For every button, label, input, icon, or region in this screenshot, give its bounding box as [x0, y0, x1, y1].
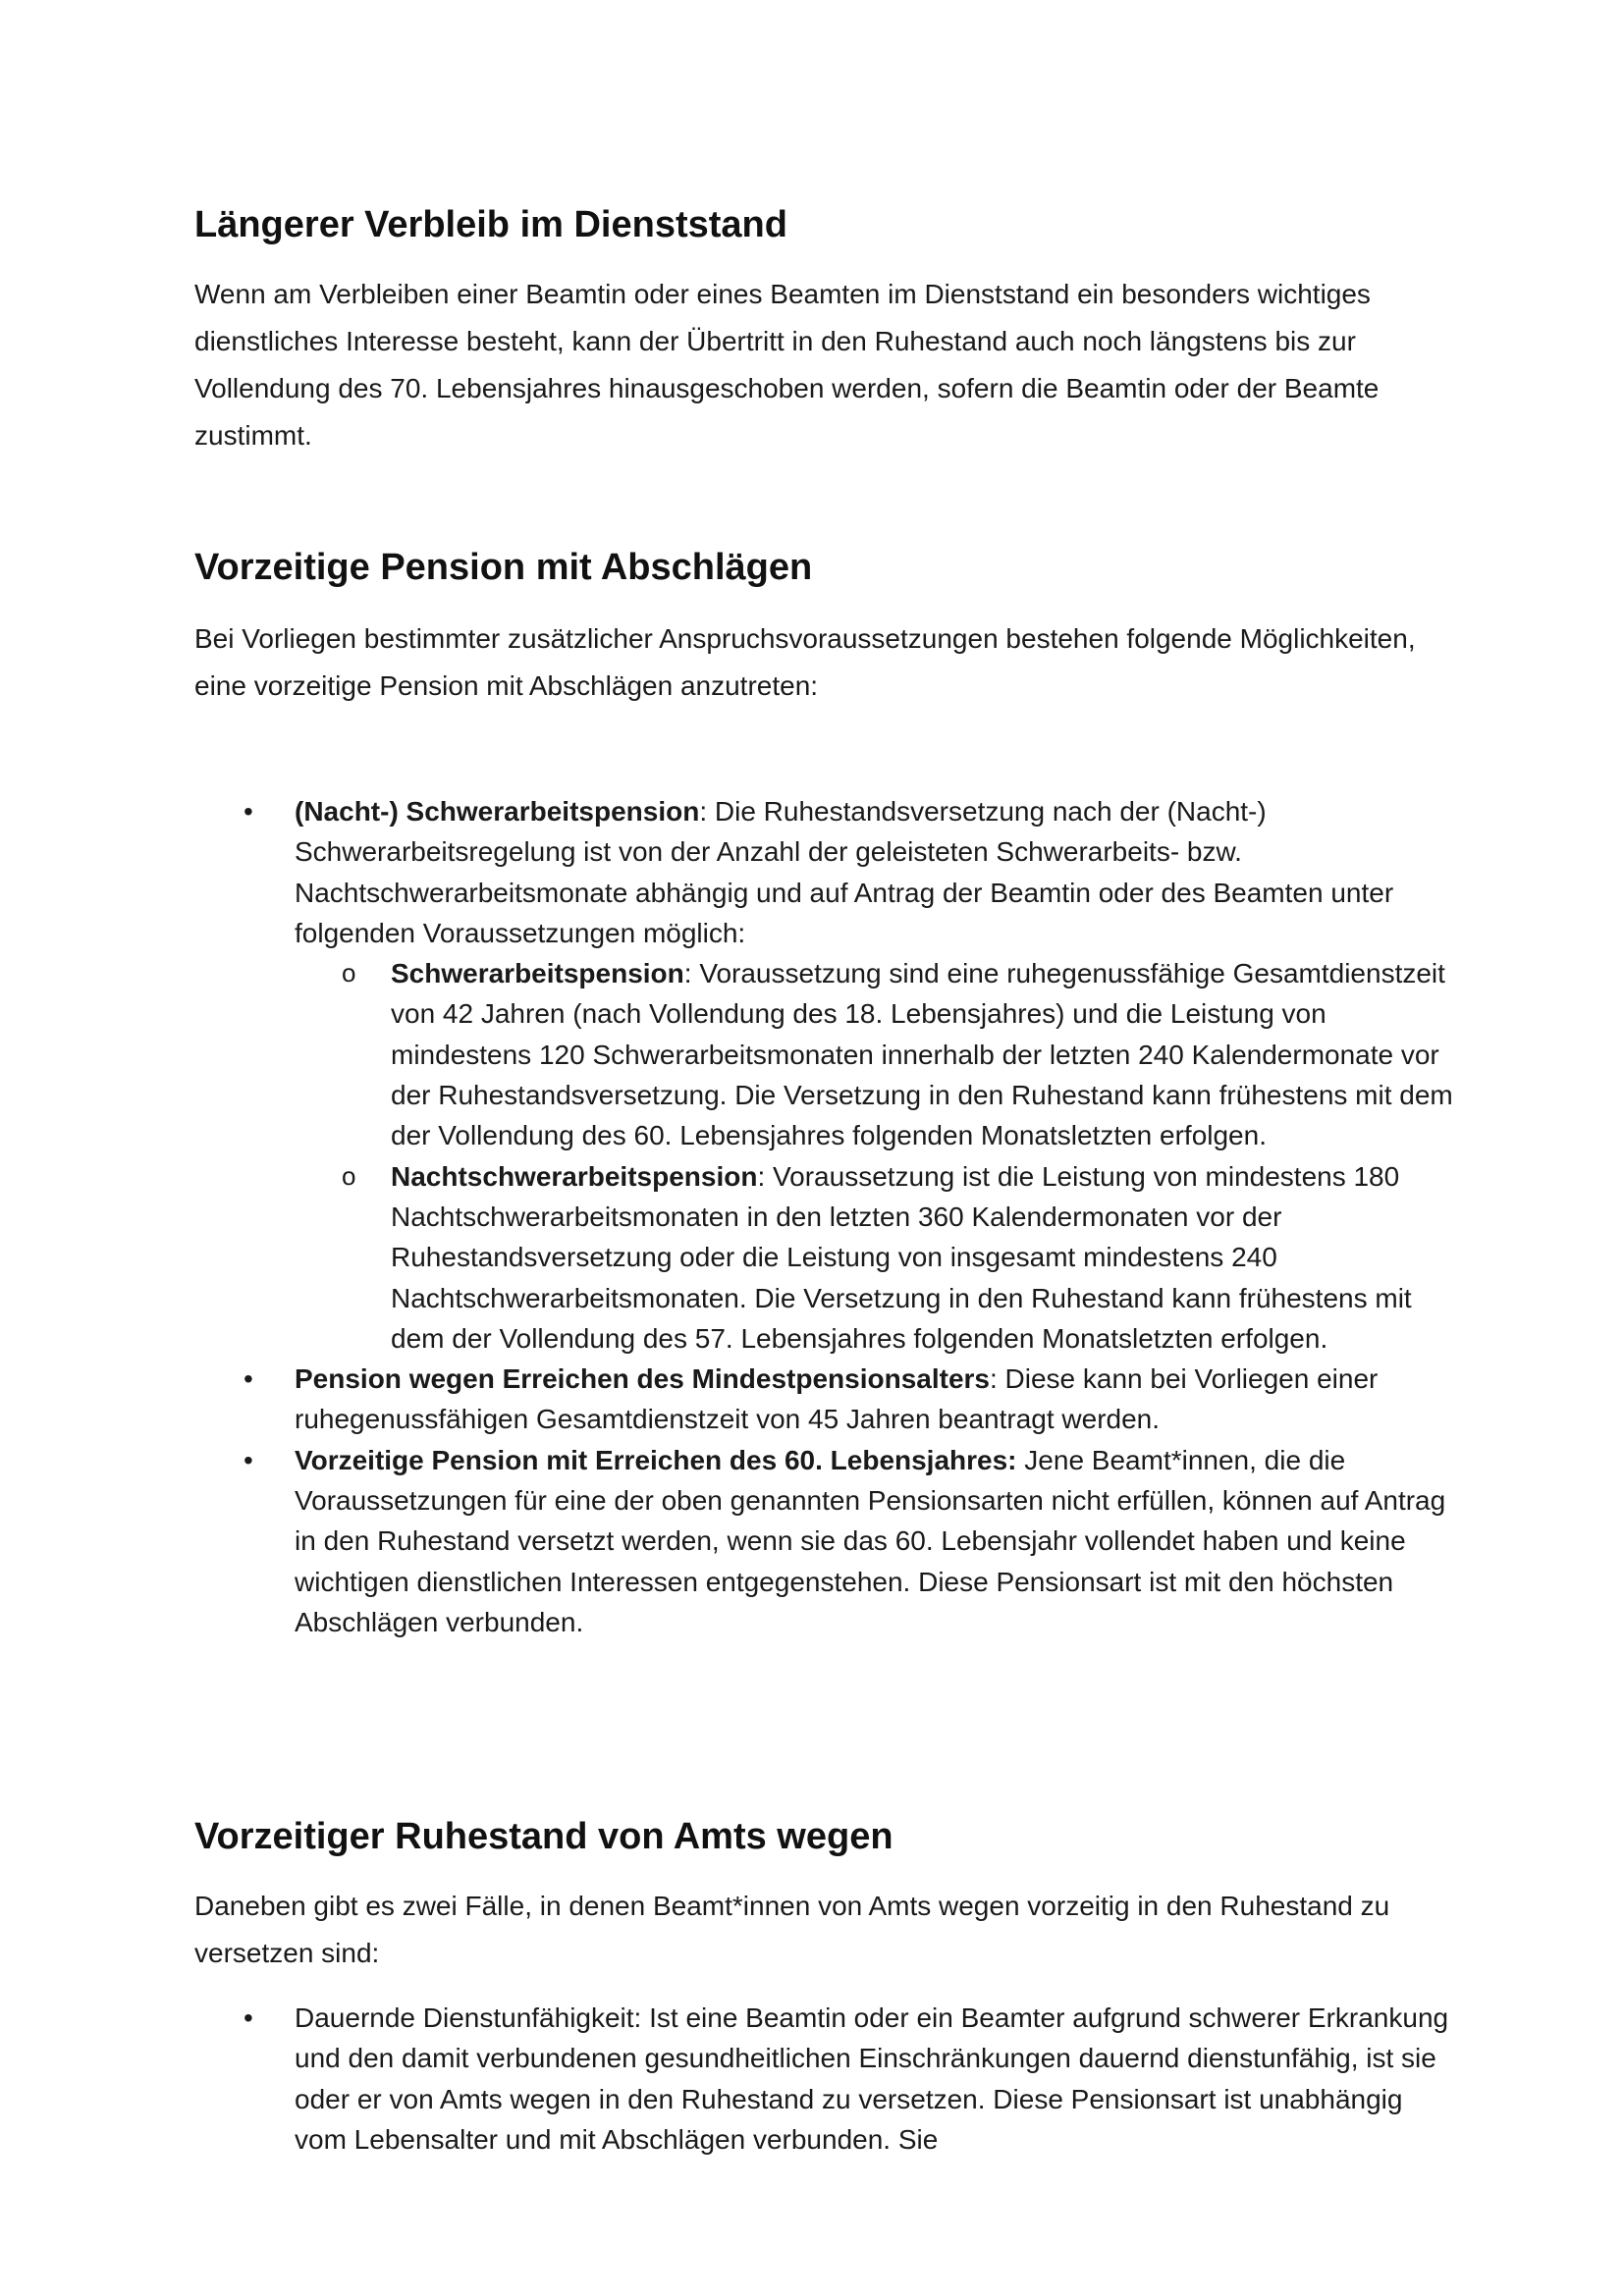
sub-item-title: Nachtschwerarbeitspension: [391, 1160, 758, 1192]
item-text: Dauernde Dienstunfähigkeit: Ist eine Beamtin oder ein Beamter aufgrund schwerer Erkrankung und den damit verbundenen gesundheitlichen Einschränkungen dauernd dienstunfähig, ist sie oder er von Amts wegen in den Ruhestand zu versetzen. Diese Pensionsart ist unabhängig vom Lebensalter und mit Abschlägen verbunden. Sie: [295, 2002, 1449, 2155]
sub-bullet-icon: o: [342, 958, 356, 988]
list-item-60-lebensjahr: [194, 1440, 1461, 1642]
heading-vorzeitige-pension: Vorzeitige Pension mit Abschlägen: [194, 547, 813, 588]
bullet-icon: •: [244, 796, 253, 827]
heading-laengerer-verbleib: Längerer Verbleib im Dienststand: [194, 204, 787, 245]
sub-item-title: Schwerarbeitspension: [391, 958, 684, 989]
sub-item-separator: :: [683, 958, 700, 989]
item-title: (Nacht-) Schwerarbeitspension: [295, 796, 700, 827]
bullet-icon: •: [244, 2002, 253, 2033]
item-text: Diese kann bei Vorliegen einer ruhegenussfähigen Gesamtdienstzeit von 45 Jahren beantragt werden.: [295, 1363, 1379, 1435]
sub-item-separator: :: [757, 1160, 774, 1192]
sub-item-schwerarbeitspension: [293, 953, 1461, 1155]
sub-item-text: Voraussetzung ist die Leistung von mindestens 180 Nachtschwerarbeitsmonaten in den letzten 360 Kalendermonaten vor der Ruhestandsversetzung oder die Leistung von insgesamt mindestens 240 Nachtschwerarbeitsmonaten. Die Versetzung in den Ruhestand kann frühestens mit dem der Vollendung des 57. Lebensjahres folgenden Monatsletzten erfolgen.: [391, 1160, 1412, 1354]
ruhestand-cases-list: [194, 1998, 1461, 2160]
pension-options-list: [194, 791, 1461, 1642]
paragraph-ruhestand-amts-wegen: Daneben gibt es zwei Fälle, in denen Beamt*innen von Amts wegen vorzeitig in den Ruhestand zu versetzen sind:: [194, 1891, 1390, 1968]
heading-ruhestand-amts-wegen: Vorzeitiger Ruhestand von Amts wegen: [194, 1816, 893, 1857]
item-text: Jene Beamt*innen, die die Voraussetzungen für eine der oben genannten Pensionsarten nicht erfüllen, können auf Antrag in den Ruhestand versetzt werden, wenn sie das 60. Lebensjahr vollendet haben und keine wichtigen dienstlichen Interessen entgegenstehen. Diese Pensionsart ist mit den höchsten Abschlägen verbunden.: [295, 1444, 1446, 1637]
paragraph-laengerer-verbleib: Wenn am Verbleiben einer Beamtin oder eines Beamten im Dienststand ein besonders wichtiges dienstliches Interesse besteht, kann der Übertritt in den Ruhestand auch noch längstens bis zur Vollendung des 70. Lebensjahres hinausgeschoben werden, sofern die Beamtin oder der Beamte zustimmt.: [194, 279, 1380, 451]
item-title: Vorzeitige Pension mit Erreichen des 60. Lebensjahres:: [295, 1444, 1017, 1475]
sub-item-nachtschwerarbeitspension: [293, 1156, 1461, 1359]
item-title: Pension wegen Erreichen des Mindestpensionsalters: [295, 1363, 990, 1395]
list-item-dienstunfaehigkeit: [194, 1998, 1461, 2160]
sub-bullet-icon: o: [342, 1160, 356, 1191]
item-separator: :: [699, 796, 715, 827]
item-separator: :: [989, 1363, 1005, 1395]
list-item-mindestpensionsalter: [194, 1359, 1461, 1440]
bullet-icon: •: [244, 1363, 253, 1395]
bullet-icon: •: [244, 1444, 253, 1475]
sub-item-text: Voraussetzung sind eine ruhegenussfähige Gesamtdienstzeit von 42 Jahren (nach Vollendung des 18. Lebensjahres) und die Leistung von mindestens 120 Schwerarbeitsmonaten innerhalb der letzten 240 Kalendermonate vor der Ruhestandsversetzung. Die Versetzung in den Ruhestand kann frühestens mit dem der Vollendung des 60. Lebensjahres folgenden Monatsletzten erfolgen.: [391, 958, 1453, 1151]
list-item-schwerarbeitspension: [194, 791, 1461, 1359]
item-text: Die Ruhestandsversetzung nach der (Nacht-) Schwerarbeitsregelung ist von der Anzahl der geleisteten Schwerarbeits- bzw. Nachtschwerarbeitsmonate abhängig und auf Antrag der Beamtin oder des Beamten unter folgenden Voraussetzungen möglich:: [295, 796, 1394, 948]
paragraph-vorzeitige-pension: Bei Vorliegen bestimmter zusätzlicher Anspruchsvoraussetzungen bestehen folgende Möglichkeiten, eine vorzeitige Pension mit Abschlägen anzutreten:: [194, 623, 1416, 701]
sub-list-schwerarbeit: [293, 953, 1461, 1359]
